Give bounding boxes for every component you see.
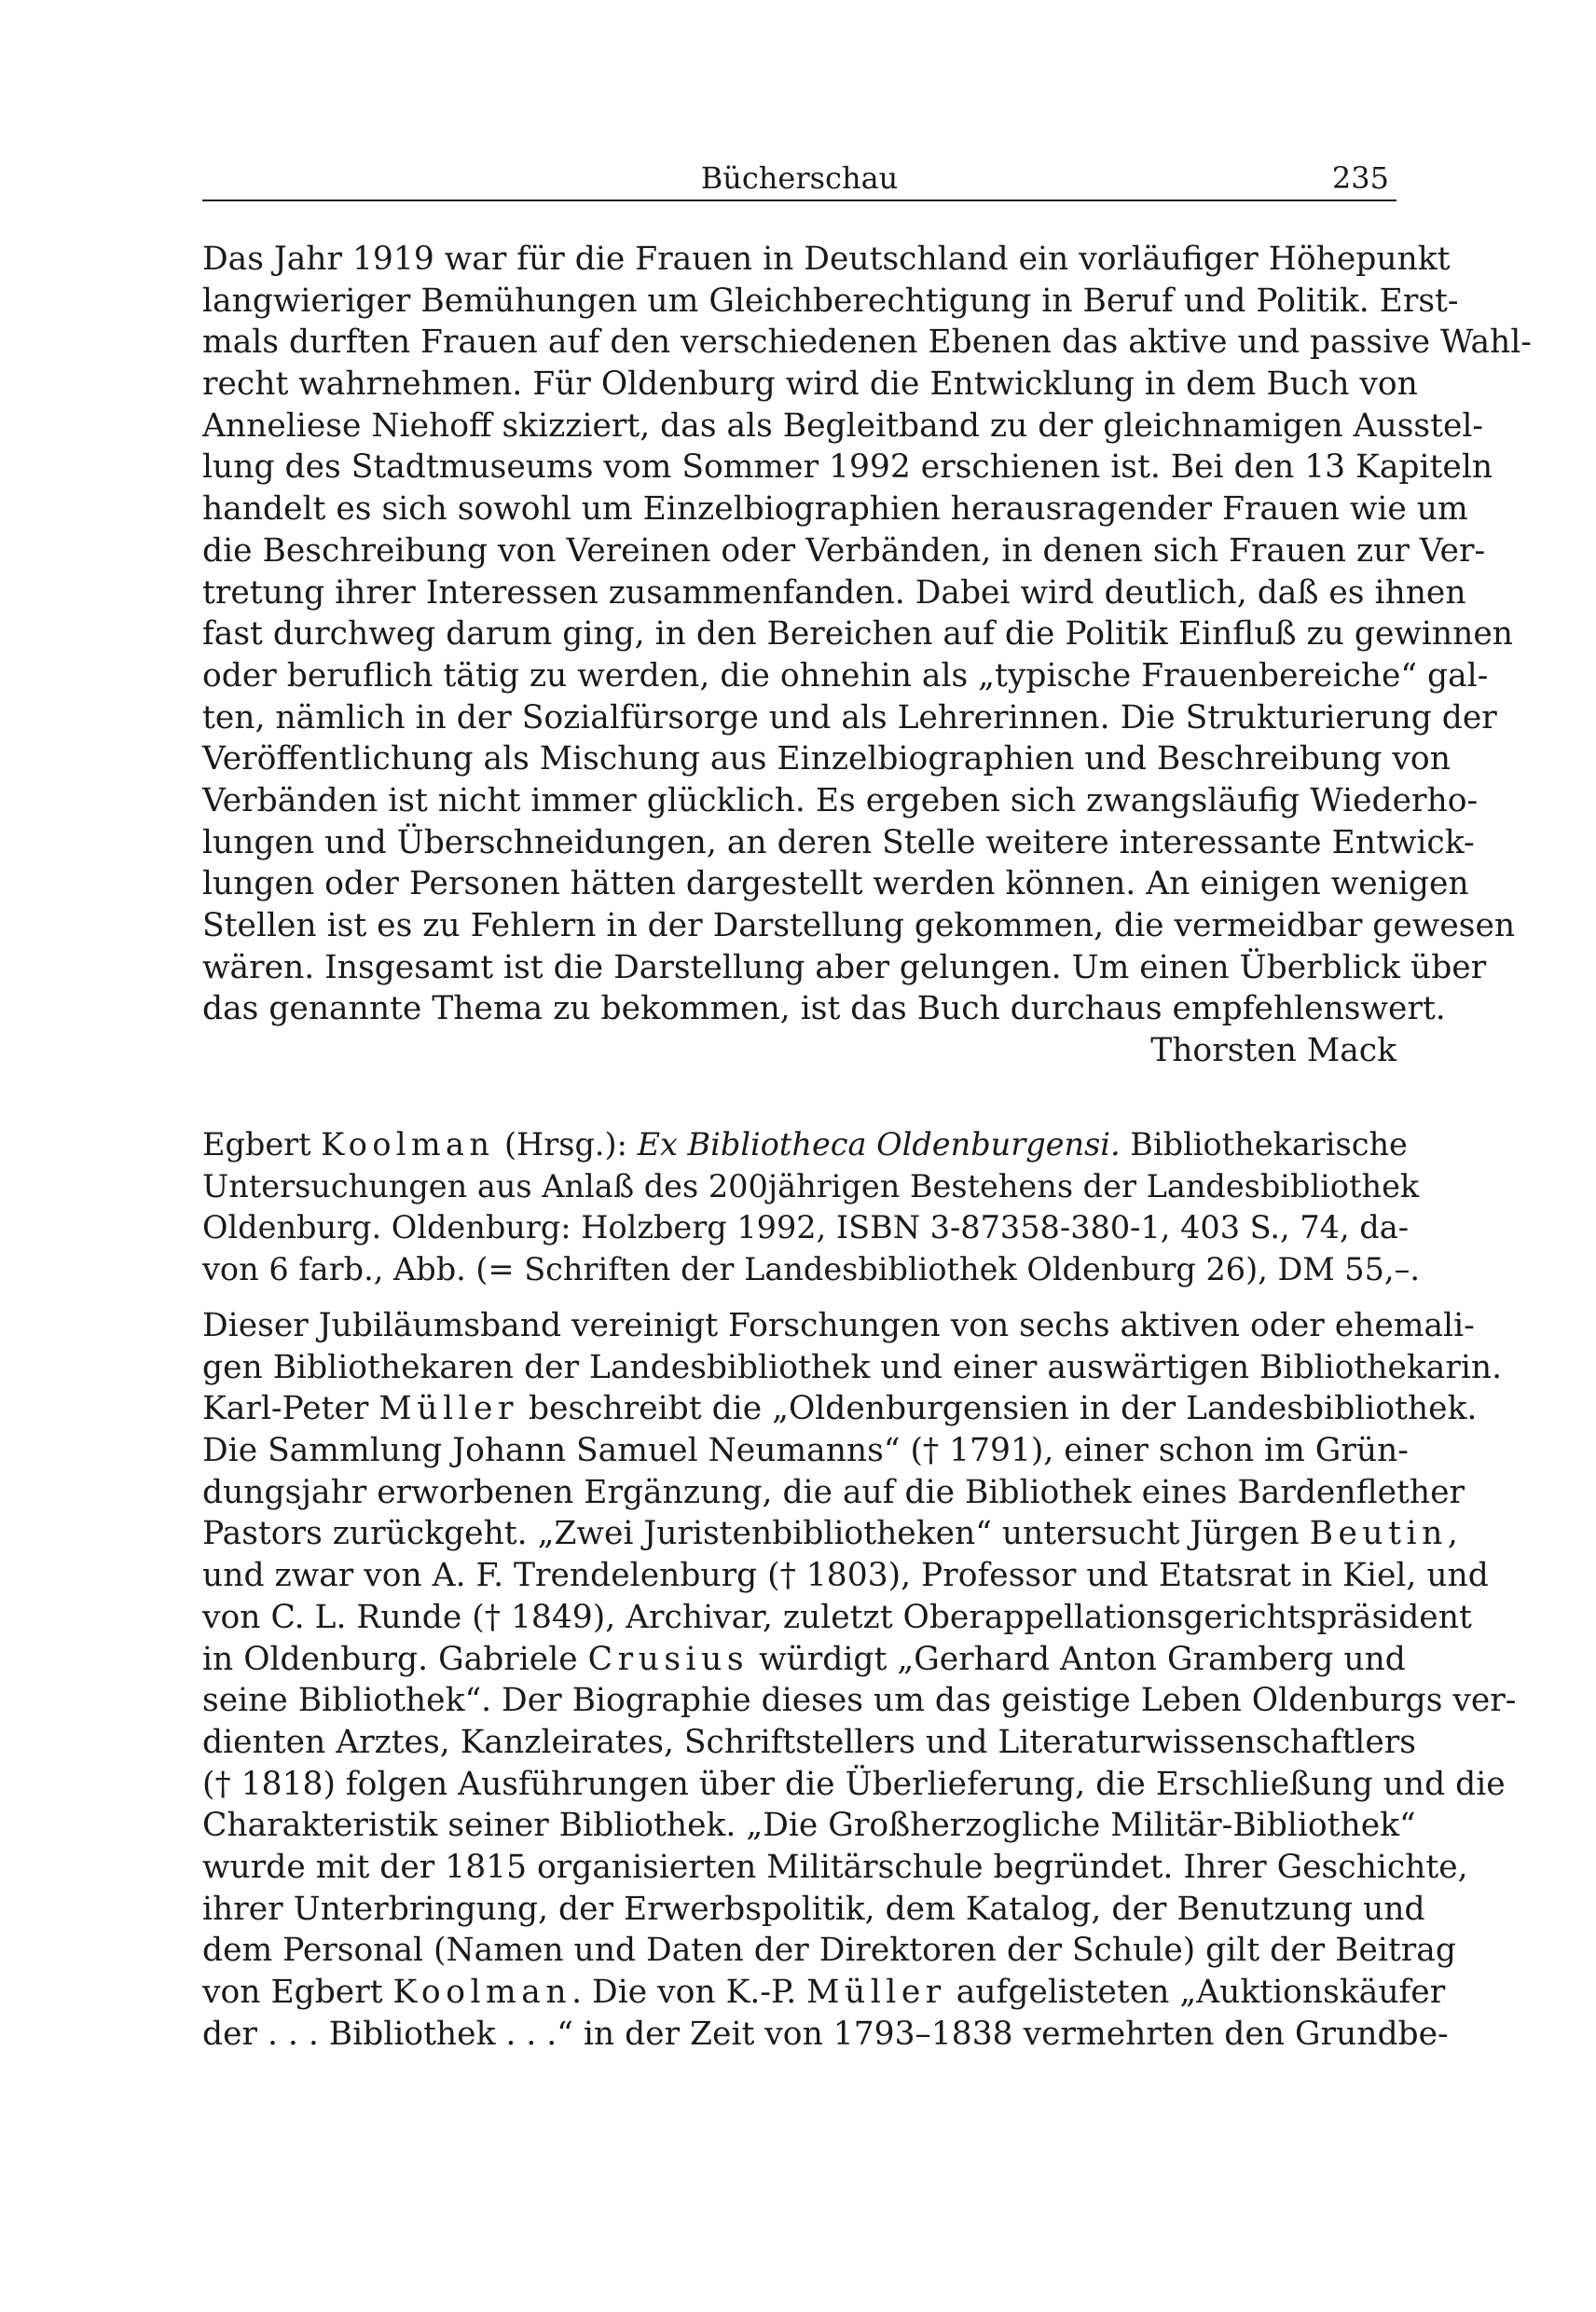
author-name: Crusius (587, 1640, 750, 1678)
editor-first-name: Egbert (202, 1126, 322, 1163)
editor-last-name: Koolman (321, 1126, 495, 1163)
page-number: 235 (1331, 160, 1389, 196)
author-name: Beutin, (1309, 1515, 1464, 1553)
reviewer-signature: Thorsten Mack (1150, 1032, 1396, 1070)
text-line: mals durften Frauen auf den verschiedenen Ebenen das aktive und passive Wahl- (202, 323, 1532, 362)
text-line: († 1818) folgen Ausführungen über die Überlieferung, die Erschließung und die (202, 1765, 1506, 1803)
text-line: die Beschreibung von Vereinen oder Verbänden, in denen sich Frauen zur Ver- (202, 531, 1486, 570)
text-line (202, 1972, 1446, 2014)
text-line: tretung ihrer Interessen zusammenfanden. Dabei wird deutlich, daß es ihnen (202, 573, 1466, 612)
text-line (202, 1388, 1478, 1430)
text-line: lung des Stadtmuseums vom Sommer 1992 erschienen ist. Bei den 13 Kapiteln (202, 448, 1493, 487)
text-line: Die Sammlung Johann Samuel Neumanns“ († 1791), einer schon im Grün- (202, 1432, 1409, 1470)
text-line: ten, nämlich in der Sozialfürsorge und als Lehrerinnen. Die Strukturierung der (202, 698, 1497, 736)
text-line: Veröffentlichung als Mischung aus Einzelbiographien und Beschreibung von (202, 740, 1451, 778)
review-1-body (202, 239, 1532, 1072)
editor-role: (Hrsg.): (494, 1126, 638, 1163)
author-name: Müller (806, 1974, 946, 2011)
text-segment: würdigt „Gerhard Anton Gramberg und (749, 1640, 1406, 1678)
text-line: gen Bibliothekaren der Landesbibliothek und einer auswärtigen Bibliothekarin. (202, 1348, 1503, 1386)
review-2-body (202, 1305, 1517, 2055)
subtitle-start: Bibliothekarische (1120, 1126, 1408, 1163)
text-line: Charakteristik seiner Bibliothek. „Die Großherzogliche Militär-Bibliothek“ (202, 1807, 1416, 1845)
text-line: dungsjahr erworbenen Ergänzung, die auf die Bibliothek eines Bardenflether (202, 1473, 1465, 1511)
text-segment: in Oldenburg. Gabriele (202, 1640, 588, 1678)
text-line: recht wahrnehmen. Für Oldenburg wird die Entwicklung in dem Buch von (202, 365, 1418, 404)
text-line: Verbänden ist nicht immer glücklich. Es ergeben sich zwangsläufig Wiederho- (202, 781, 1479, 819)
citation-line: Oldenburg. Oldenburg: Holzberg 1992, ISBN 3-87358-380-1, 403 S., 74, da- (202, 1209, 1410, 1246)
text-line: handelt es sich sowohl um Einzelbiographien herausragender Frauen wie um (202, 490, 1468, 529)
text-line: Stellen ist es zu Fehlern in der Darstellung gekommen, die vermeidbar gewesen (202, 907, 1516, 944)
text-line (202, 1639, 1406, 1681)
text-line: das genannte Thema zu bekommen, ist das Buch durchaus empfehlenswert. (202, 990, 1446, 1028)
running-title: Bücherschau (700, 160, 899, 196)
citation-line: Untersuchungen aus Anlaß des 200jährigen Bestehens der Landesbibliothek (202, 1167, 1420, 1204)
text-line: seine Bibliothek“. Der Biographie dieses um das geistige Leben Oldenburgs ver- (202, 1682, 1517, 1720)
book-title: Ex Bibliotheca Oldenburgensi. (637, 1126, 1121, 1163)
text-line: von C. L. Runde († 1849), Archivar, zuletzt Oberappellationsgerichtspräsident (202, 1598, 1472, 1636)
text-line: oder beruflich tätig zu werden, die ohnehin als „typische Frauenbereiche“ gal- (202, 656, 1489, 695)
text-line: Das Jahr 1919 war für die Frauen in Deutschland ein vorläufiger Höhepunkt (202, 241, 1451, 278)
author-name: Koolman (392, 1974, 572, 2011)
text-line: wurde mit der 1815 organisierten Militärschule begründet. Ihrer Geschichte, (202, 1848, 1468, 1886)
text-segment: Pastors zurückgeht. „Zwei Juristenbibliotheken“ untersucht Jürgen (202, 1515, 1310, 1553)
text-line: dienten Arztes, Kanzleirates, Schriftstellers und Literaturwissenschaftlers (202, 1723, 1416, 1761)
author-name: Müller (378, 1390, 519, 1428)
text-segment: . Die von K.-P. (571, 1974, 807, 2011)
text-line: Anneliese Niehoff skizziert, das als Begleitband zu der gleichnamigen Ausstel- (202, 406, 1484, 445)
text-segment: beschreibt die „Oldenburgensien in der Landesbibliothek. (518, 1390, 1478, 1428)
text-segment: Karl-Peter (202, 1390, 379, 1428)
text-line: und zwar von A. F. Trendelenburg († 1803), Professor und Etatsrat in Kiel, und (202, 1557, 1489, 1595)
citation-line (202, 1124, 1408, 1166)
text-line: lungen und Überschneidungen, an deren Stelle weitere interessante Entwick- (202, 823, 1475, 861)
text-line: wären. Insgesamt ist die Darstellung aber gelungen. Um einen Überblick über (202, 948, 1487, 986)
text-line: dem Personal (Namen und Daten der Direktoren der Schule) gilt der Beitrag (202, 1932, 1456, 1970)
text-line: lungen oder Personen hätten dargestellt werden können. An einigen wenigen (202, 865, 1469, 903)
text-line (202, 1513, 1464, 1555)
review-2-citation (202, 1124, 1420, 1291)
text-line: fast durchweg darum ging, in den Bereichen auf die Politik Einfluß zu gewinnen (202, 615, 1514, 654)
running-header (202, 157, 1396, 201)
citation-line: von 6 farb., Abb. (= Schriften der Landesbibliothek Oldenburg 26), DM 55,–. (202, 1251, 1420, 1288)
text-line: ihrer Unterbringung, der Erwerbspolitik, dem Katalog, der Benutzung und (202, 1890, 1425, 1928)
text-line: langwieriger Bemühungen um Gleichberechtigung in Beruf und Politik. Erst- (202, 282, 1459, 320)
text-line: der . . . Bibliothek . . .“ in der Zeit von 1793–1838 vermehrten den Grundbe- (202, 2015, 1449, 2053)
text-segment: aufgelisteten „Auktionskäufer (945, 1974, 1446, 2011)
text-line: Dieser Jubiläumsband vereinigt Forschungen von sechs aktiven oder ehemali- (202, 1307, 1475, 1344)
text-segment: von Egbert (202, 1974, 393, 2011)
